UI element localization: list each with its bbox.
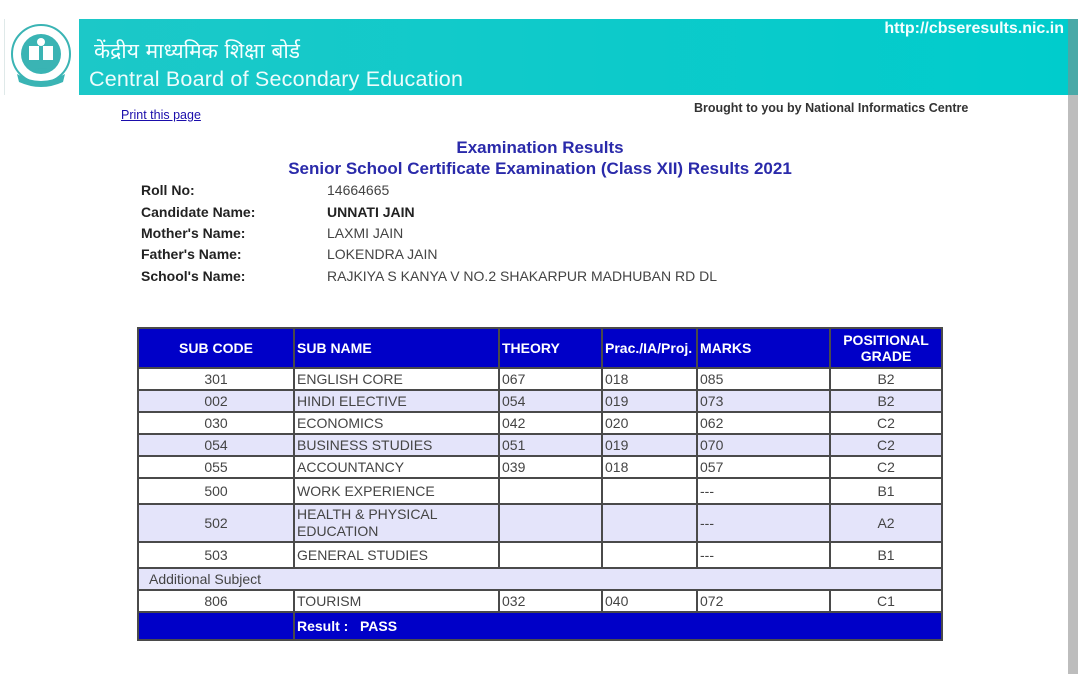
info-value: 14664665	[327, 182, 390, 198]
table-row	[138, 434, 942, 456]
cell-marks: 085	[697, 368, 830, 390]
cell-theory	[499, 478, 602, 504]
cell-marks: 062	[697, 412, 830, 434]
marks-table	[137, 327, 943, 641]
table-row	[138, 390, 942, 412]
cell-grade: B1	[830, 478, 942, 504]
col-header-positional-grade: POSITIONAL GRADE	[830, 328, 942, 368]
cell-practical: 019	[602, 434, 697, 456]
page-subtitle: Senior School Certificate Examination (Class XII) Results 2021	[288, 159, 792, 178]
table-row	[138, 542, 942, 568]
cell-practical: 019	[602, 390, 697, 412]
hindi-title: केंद्रीय माध्यमिक शिक्षा बोर्ड	[94, 39, 301, 63]
cell-grade: B2	[830, 390, 942, 412]
cell-sub-code: 054	[138, 434, 294, 456]
cell-marks: ---	[697, 542, 830, 568]
cell-theory: 039	[499, 456, 602, 478]
col-header-sub-code: SUB CODE	[138, 328, 294, 368]
scrollbar-track[interactable]	[1068, 19, 1078, 674]
cell-theory: 067	[499, 368, 602, 390]
info-value: LOKENDRA JAIN	[327, 246, 438, 262]
cell-sub-code: 806	[138, 590, 294, 612]
cell-grade: C2	[830, 434, 942, 456]
info-label: Roll No:	[141, 182, 195, 198]
cell-grade: C1	[830, 590, 942, 612]
svg-text:भारत: भारत	[35, 67, 47, 74]
cell-sub-code: 002	[138, 390, 294, 412]
col-header-marks: MARKS	[697, 328, 830, 368]
result-spacer-cell	[138, 612, 294, 640]
result-status: Result : PASS	[294, 612, 942, 640]
table-row	[138, 412, 942, 434]
english-title: Central Board of Secondary Education	[89, 67, 464, 91]
cell-grade: C2	[830, 412, 942, 434]
cell-marks: 070	[697, 434, 830, 456]
cell-marks: 072	[697, 590, 830, 612]
cell-sub-code: 503	[138, 542, 294, 568]
cell-grade: C2	[830, 456, 942, 478]
cell-sub-name: ECONOMICS	[294, 412, 499, 434]
table-row	[138, 504, 942, 542]
info-value: UNNATI JAIN	[327, 204, 415, 220]
col-header-practical: Prac./IA/Proj.	[602, 328, 697, 368]
cell-marks: 073	[697, 390, 830, 412]
cell-practical: 018	[602, 456, 697, 478]
site-header	[4, 19, 1072, 95]
table-header-row	[138, 328, 942, 368]
cell-grade: B2	[830, 368, 942, 390]
cell-marks: 057	[697, 456, 830, 478]
info-value: RAJKIYA S KANYA V NO.2 SHAKARPUR MADHUBAN RD DL	[327, 268, 718, 284]
col-header-sub-name: SUB NAME	[294, 328, 499, 368]
info-value: LAXMI JAIN	[327, 225, 404, 241]
cell-theory: 054	[499, 390, 602, 412]
cell-practical: 040	[602, 590, 697, 612]
cell-practical	[602, 478, 697, 504]
table-row	[138, 368, 942, 390]
info-label: Mother's Name:	[141, 225, 246, 241]
cell-sub-code: 030	[138, 412, 294, 434]
cell-sub-code: 055	[138, 456, 294, 478]
additional-subject-row	[138, 568, 942, 590]
scrollbar-thumb[interactable]	[1068, 19, 1078, 95]
cell-theory	[499, 504, 602, 542]
cell-sub-name: ACCOUNTANCY	[294, 456, 499, 478]
cell-sub-name: WORK EXPERIENCE	[294, 478, 499, 504]
cell-practical: 018	[602, 368, 697, 390]
cell-grade: A2	[830, 504, 942, 542]
cell-theory: 051	[499, 434, 602, 456]
cell-sub-code: 301	[138, 368, 294, 390]
cell-grade: B1	[830, 542, 942, 568]
cell-practical	[602, 504, 697, 542]
cell-theory	[499, 542, 602, 568]
additional-subject-label: Additional Subject	[138, 568, 942, 590]
table-row	[138, 456, 942, 478]
cell-theory: 042	[499, 412, 602, 434]
cell-sub-name: BUSINESS STUDIES	[294, 434, 499, 456]
col-header-theory: THEORY	[499, 328, 602, 368]
cell-practical	[602, 542, 697, 568]
cbse-emblem-icon	[9, 22, 73, 90]
cell-sub-name: HINDI ELECTIVE	[294, 390, 499, 412]
cell-sub-name: GENERAL STUDIES	[294, 542, 499, 568]
result-row	[138, 612, 942, 640]
info-label: Father's Name:	[141, 246, 242, 262]
cell-sub-name: TOURISM	[294, 590, 499, 612]
info-label: School's Name:	[141, 268, 246, 284]
page-title: Examination Results	[456, 138, 624, 157]
cell-marks: ---	[697, 478, 830, 504]
print-page-link[interactable]: Print this page	[121, 108, 201, 122]
cell-sub-code: 500	[138, 478, 294, 504]
info-label: Candidate Name:	[141, 204, 256, 220]
site-url: http://cbseresults.nic.in	[884, 20, 1064, 37]
cell-sub-name: HEALTH & PHYSICAL EDUCATION	[294, 504, 499, 542]
logo-container	[4, 19, 79, 95]
cell-marks: ---	[697, 504, 830, 542]
table-row	[138, 478, 942, 504]
cell-practical: 020	[602, 412, 697, 434]
cell-sub-code: 502	[138, 504, 294, 542]
cell-theory: 032	[499, 590, 602, 612]
nic-credit: Brought to you by National Informatics Centre	[694, 101, 969, 115]
cell-sub-name: ENGLISH CORE	[294, 368, 499, 390]
table-row	[138, 590, 942, 612]
